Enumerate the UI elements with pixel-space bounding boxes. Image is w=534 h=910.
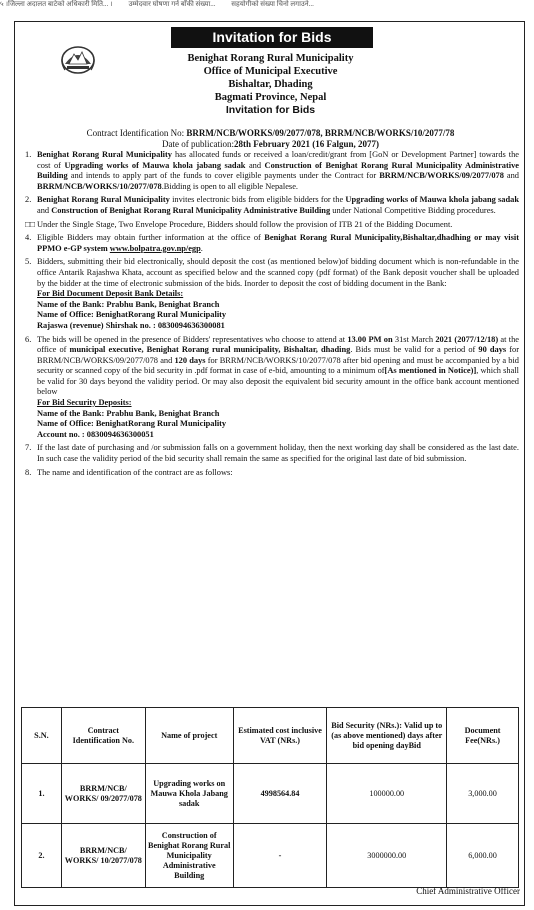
header-bid-security: Bid Security (NRs.): Valid up to (as above mentioned) days after bid opening dayBid [327,708,447,764]
notice-banner: Invitation for Bids [171,27,373,48]
notice-frame [14,21,525,906]
row-contract-id: BRRM/NCB/ WORKS/ 09/2077/078 [61,764,145,824]
security-deposit-heading: For Bid Security Deposits: [37,398,132,408]
header-sn: S.N. [22,708,62,764]
paragraph-8: 8. The name and identification of the contract are as follows: [25,467,233,477]
header-contract-id: Contract Identification No. [61,708,145,764]
row-document-fee: 3,000.00 [447,764,519,824]
paragraph-1: 1. Benighat Rorang Rural Municipality has allocated funds or received a loan/credit/grant from [GoN or Development Partner] towards the cost of Upgrading works of Mauwa khola jabang sadak and Construction of Benighat Rorang Rural Municipality Administrative Building and intends to apply part of the funds to cover eligible payments under the Contract for BRRM/NCB/WORKS/09/2077/078 and BRRM/NCB/WORKS/10/2077/078.Bidding is open to all eligible Nepalese. [25,150,519,191]
row-bid-security: 3000000.00 [327,824,447,888]
notice-header [15,52,525,117]
strip-text-1: ५ ।जिल्ला अदालत बाटेको अधिकारी मिति... । [0,0,113,8]
province-name: Bagmati Province, Nepal [214,92,327,103]
signature-line: Chief Administrative Officer [416,886,520,896]
paragraph-3: □□ Under the Single Stage, Two Envelope Procedure, Bidders should follow the provision of ITB 21 of the Bidding Document. [25,219,453,229]
row-sn: 1. [22,764,62,824]
paragraph-6: 6. The bids will be opened in the presence of Bidders' representatives who choose to attend at 13.00 PM on 31st March 2021 (2077/12/18) at the office of municipal executive, Benighat Rorang rural municipality, Bishaltar, dhading. Bids must be valid for a period of 90 days for BRRM/NCB/WORKS/09/2077/078 and 120 days for BRRM/NCB/WORKS/10/2077/078 after bid opening and must be accompanied by a bid security or scanned copy of the bid security in .pdf format in case of e-bid, amounting to a minimum of[As mentioned in Notice)], which shall be valid for 30 days beyond the validity period. Or may also deposit the equivalent bid security amount in the office bank account mentioned below For Bid Security Deposits: Name of the Bank: Prabhu Bank, Benighat Branch Name of Office: BenighatRorang Rural Municipality Account no. : 0830094636300051 [25,334,520,439]
municipality-name: Benighat Rorang Rural Municipality [187,53,354,64]
strip-text-2: उम्मेदवार घोषणा गर्न बाँकी संख्या... [128,0,216,8]
notice-meta [15,128,525,149]
notice-title: Invitation for Bids [225,104,316,116]
row-estimate: - [233,824,327,888]
paragraph-4: 4. Eligible Bidders may obtain further information at the office of Benighat Rorang Rural Municipality,Bishaltar,dhadhing or may visit PPMO e-GP system www.bolpatra.gov.np/egp. [25,233,520,253]
table-row [22,824,519,888]
deposit-details-heading: For Bid Document Deposit Bank Details: [37,289,184,299]
row-bid-security: 100000.00 [327,764,447,824]
contract-table [21,707,519,888]
header-estimate: Estimated cost inclusive VAT (NRs.) [233,708,327,764]
office-name: Office of Municipal Executive [203,66,338,77]
office-location: Bishaltar, Dhading [228,79,313,90]
header-document-fee: Document Fee(NRs.) [447,708,519,764]
paragraph-5: 5. Bidders, submitting their bid electronically, should deposit the cost (as mentioned below)of bidding document which is non-refundable in the office Antarik Rajashwa Khata, account as specified below and the scanned copy (pdf format) of the Bank deposit voucher shall be uploaded by the bidder at the time of electronic submission of the bids. Inorder to deposit the cost of bidding document in the Bank: For Bid Document Deposit Bank Details: Name of the Bank: Prabhu Bank, Benighat Branch Name of Office: BenighatRorang Rural Municipality Rajaswa (revenue) Shirshak no. : 0830094636300081 [25,257,519,330]
row-estimate: 4998564.84 [233,764,327,824]
row-project: Construction of Benighat Rorang Rural Municipality Administrative Building [145,824,233,888]
notice-body [25,150,519,481]
row-sn: 2. [22,824,62,888]
egp-link[interactable]: www.bolpatra.gov.np/egp [109,243,201,253]
top-newspaper-strip [0,0,534,12]
paragraph-7: 7. If the last date of purchasing and /or submission falls on a government holiday, then the next working day shall be considered as the last date. In such case the validity period of the bid security shall remain the same as specified for the original last date of bid submission. [25,443,519,464]
row-project: Upgrading works on Mauwa Khola Jabang sadak [145,764,233,824]
header-project: Name of project [145,708,233,764]
contract-id-line: Contract Identification No: BRRM/NCB/WORKS/09/2077/078, BRRM/NCB/WORKS/10/2077/78 [86,128,455,138]
table-header-row [22,708,519,764]
table-row [22,764,519,824]
row-contract-id: BRRM/NCB/ WORKS/ 10/2077/078 [61,824,145,888]
paragraph-2: 2. Benighat Rorang Rural Municipality invites electronic bids from eligible bidders for the Upgrading works of Mauwa khola jabang sadak and Construction of Benighat Rorang Rural Municipality Administrative Building under National Competitive Bidding procedures. [25,195,519,215]
strip-text-3: सहयोगीको संख्या चिनो लगाउने... [231,0,314,8]
row-document-fee: 6,000.00 [447,824,519,888]
publication-date-line: Date of publication:28th February 2021 (16 Falgun, 2077) [162,138,379,149]
